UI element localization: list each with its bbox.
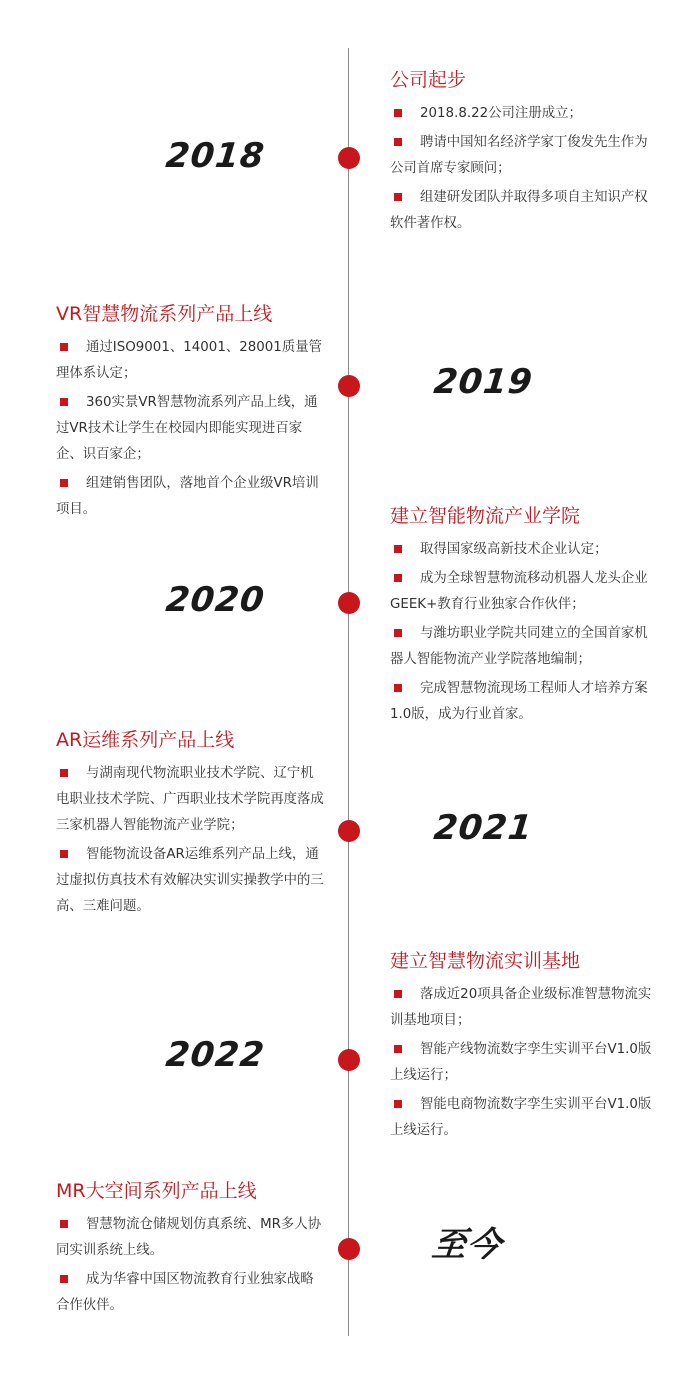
milestone-block	[56, 1178, 324, 1322]
milestone-block	[390, 948, 658, 1147]
milestone-item: 与湖南现代物流职业技术学院、辽宁机电职业技术学院、广西职业技术学院再度落成三家机器人智能物流产业学院；	[56, 761, 324, 839]
milestone-item: 2018.8.22公司注册成立；	[390, 101, 658, 127]
milestone-block	[390, 503, 658, 731]
milestone-item: 360实景VR智慧物流系列产品上线，通过VR技术让学生在校园内即能实现进百家企、识百家企；	[56, 390, 324, 468]
milestone-block	[56, 727, 324, 923]
milestone-item: 聘请中国知名经济学家丁俊发先生作为公司首席专家顾问；	[390, 130, 658, 182]
milestone-title: MR大空间系列产品上线	[56, 1180, 257, 1202]
year-label: 2020	[163, 580, 267, 620]
timeline-axis	[348, 48, 349, 1336]
year-label: 2021	[431, 808, 535, 848]
milestone-item: 落成近20项具备企业级标准智慧物流实训基地项目；	[390, 982, 658, 1034]
milestone-block	[390, 67, 658, 240]
timeline-dot	[338, 820, 360, 842]
milestone-title: AR运维系列产品上线	[56, 729, 235, 751]
milestone-item: 完成智慧物流现场工程师人才培养方案1.0版，成为行业首家。	[390, 676, 658, 728]
timeline-dot	[338, 147, 360, 169]
year-label: 至今	[429, 1225, 505, 1265]
year-label: 2019	[431, 362, 535, 402]
milestone-title: 建立智慧物流实训基地	[390, 950, 581, 972]
milestone-item: 智能产线物流数字孪生实训平台V1.0版上线运行；	[390, 1037, 658, 1089]
timeline-dot	[338, 1238, 360, 1260]
milestone-item: 智能电商物流数字孪生实训平台V1.0版上线运行。	[390, 1092, 658, 1144]
milestone-item: 成为华睿中国区物流教育行业独家战略合作伙伴。	[56, 1267, 324, 1319]
milestone-item: 通过ISO9001、14001、28001质量管理体系认定；	[56, 335, 324, 387]
milestone-title: VR智慧物流系列产品上线	[56, 303, 273, 325]
timeline-dot	[338, 1049, 360, 1071]
milestone-item: 组建研发团队并取得多项自主知识产权软件著作权。	[390, 185, 658, 237]
milestone-title: 公司起步	[390, 69, 467, 91]
milestone-item: 智慧物流仓储规划仿真系统、MR多人协同实训系统上线。	[56, 1212, 324, 1264]
milestone-item: 组建销售团队，落地首个企业级VR培训项目。	[56, 471, 324, 523]
milestone-item: 成为全球智慧物流移动机器人龙头企业GEEK+教育行业独家合作伙伴；	[390, 566, 658, 618]
milestone-block	[56, 301, 324, 526]
year-label: 2018	[163, 136, 267, 176]
timeline-dot	[338, 375, 360, 397]
milestone-item: 取得国家级高新技术企业认定；	[390, 537, 658, 563]
milestone-item: 智能物流设备AR运维系列产品上线，通过虚拟仿真技术有效解决实训实操教学中的三高、三难问题。	[56, 842, 324, 920]
year-label: 2022	[163, 1035, 267, 1075]
milestone-title: 建立智能物流产业学院	[390, 505, 581, 527]
timeline-dot	[338, 592, 360, 614]
milestone-item: 与潍坊职业学院共同建立的全国首家机器人智能物流产业学院落地编制；	[390, 621, 658, 673]
